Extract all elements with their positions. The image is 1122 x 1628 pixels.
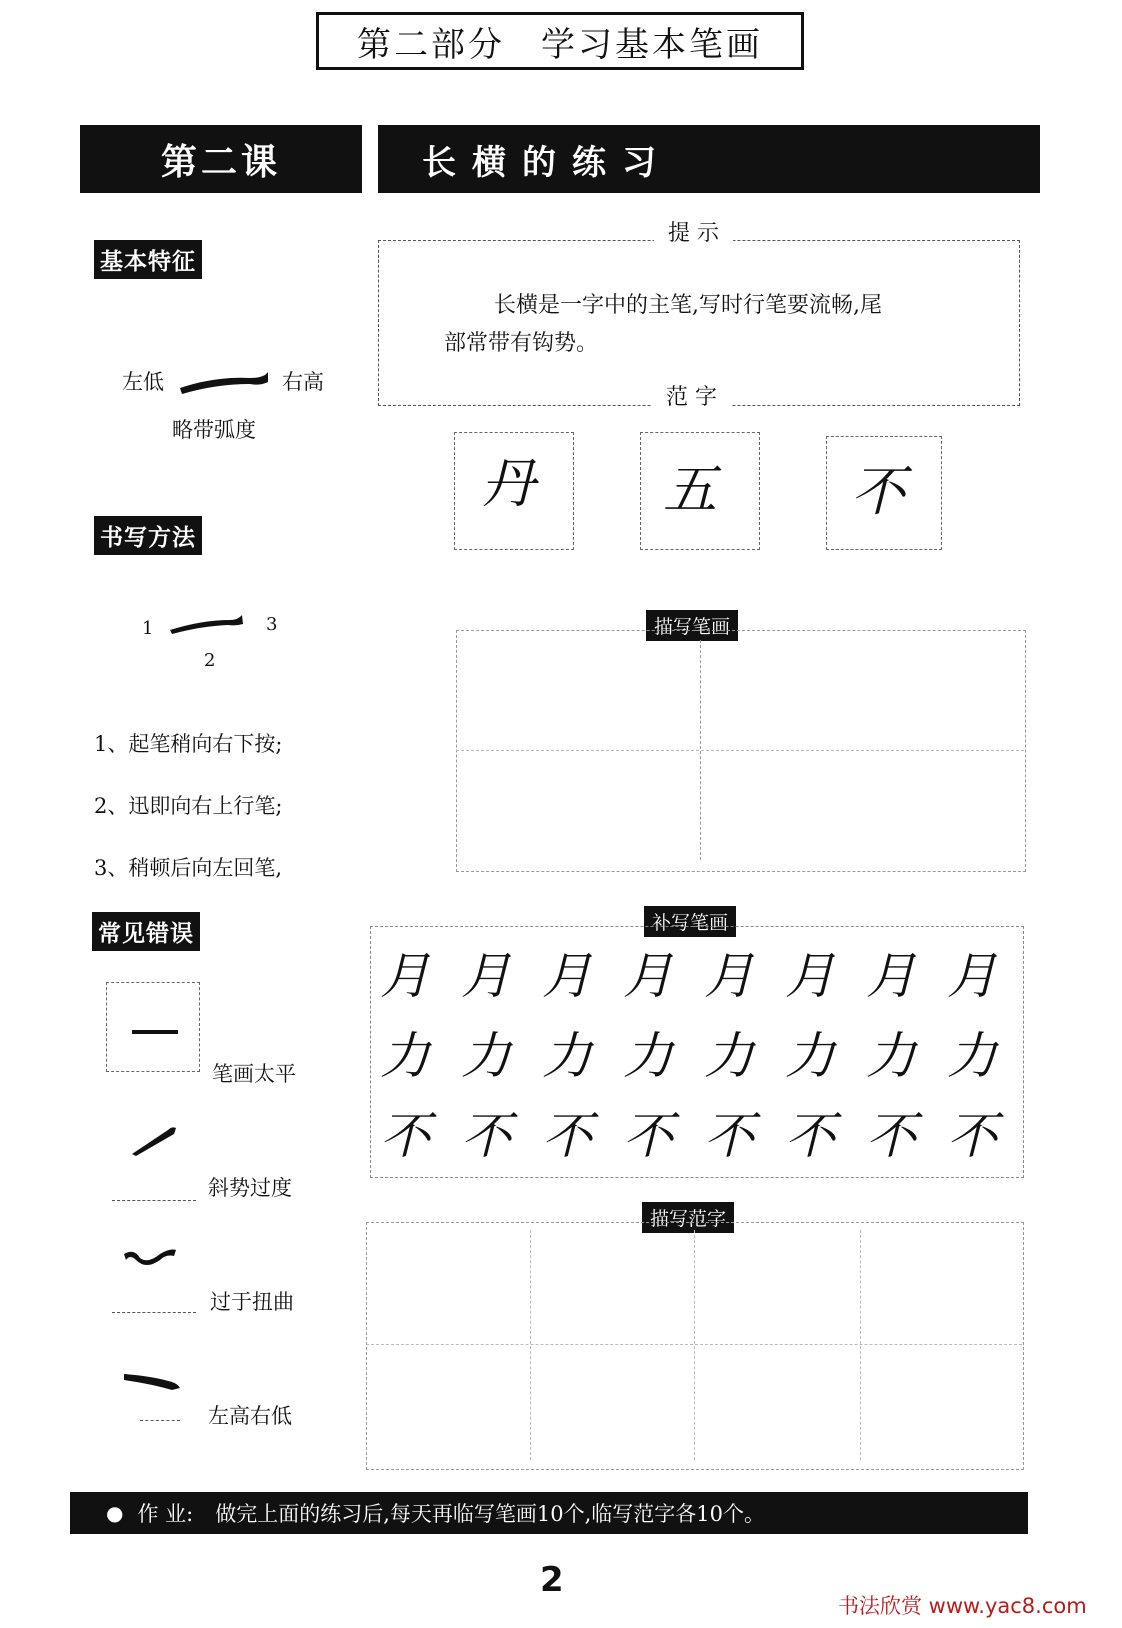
step-1-text: 1、起笔稍向右下按;: [94, 732, 283, 756]
tips-text-line2: 部常带有钩势。: [444, 331, 599, 356]
practice-cell: [777, 1010, 857, 1090]
practice-char: 月: [542, 947, 592, 1005]
practice-cell: [453, 1010, 533, 1090]
fill-strokes-tag: 补写笔画: [644, 906, 736, 937]
trace-chars-tag: 描写范字: [642, 1202, 734, 1233]
practice-cell: [453, 930, 533, 1010]
practice-cell: [534, 1010, 614, 1090]
practice-char: 力: [785, 1027, 835, 1085]
dash-line: [112, 1200, 196, 1201]
homework-label: 作 业:: [137, 1502, 194, 1526]
grid-divider: [860, 1230, 861, 1460]
long-horizontal-stroke-icon: [176, 366, 272, 396]
practice-char: 力: [623, 1027, 673, 1085]
error-3: 过于扭曲: [210, 1290, 294, 1314]
practice-cell: [372, 1090, 452, 1170]
practice-char: 不: [785, 1107, 835, 1165]
left-low-label: 左低: [122, 370, 164, 394]
example-char-box: [826, 436, 942, 550]
left-high-stroke-icon: [122, 1370, 182, 1396]
practice-cell: [939, 1090, 1019, 1170]
practice-cell: [858, 1010, 938, 1090]
examples-label: 范 字: [652, 380, 731, 411]
error-2: 斜势过度: [208, 1176, 292, 1200]
tips-text-line1: 长横是一字中的主笔,写时行笔要流畅,尾: [494, 293, 882, 318]
practice-cell: [615, 1090, 695, 1170]
homework-text: 做完上面的练习后,每天再临写笔画10个,临写范字各10个。: [215, 1502, 766, 1526]
practice-char: 不: [704, 1107, 754, 1165]
practice-char: 不: [380, 1107, 430, 1165]
part-title-box: [316, 12, 804, 70]
lesson-number: 第二课: [80, 125, 362, 193]
step-label-1: 1: [142, 618, 154, 639]
practice-cell: [696, 1010, 776, 1090]
page-number: 2: [540, 1560, 564, 1600]
twisted-stroke-icon: [120, 1240, 180, 1270]
practice-char: 月: [623, 947, 673, 1005]
features-tag: 基本特征: [94, 240, 202, 279]
part-title: 学习基本笔画: [541, 24, 763, 65]
step-label-3: 3: [266, 614, 278, 635]
practice-char: 月: [380, 947, 430, 1005]
trace-strokes-area: [456, 630, 1026, 872]
practice-cell: [939, 1010, 1019, 1090]
practice-cell: [372, 930, 452, 1010]
practice-char: 力: [866, 1027, 916, 1085]
practice-cell: [534, 930, 614, 1010]
part-label: 第二部分: [357, 24, 505, 65]
practice-cell: [696, 930, 776, 1010]
practice-char: 力: [542, 1027, 592, 1085]
tips-label: 提 示: [654, 216, 733, 247]
practice-char: 力: [380, 1027, 430, 1085]
steep-stroke-icon: [128, 1122, 180, 1158]
practice-char: 月: [785, 947, 835, 1005]
grid-divider: [456, 750, 1024, 751]
practice-char: 不: [623, 1107, 673, 1165]
error-example-box: [106, 982, 200, 1072]
step-3-text: 3、稍顿后向左回笔,: [94, 856, 283, 880]
practice-char: 不: [461, 1107, 511, 1165]
flat-stroke-icon: [132, 1030, 178, 1034]
practice-cell: [858, 930, 938, 1010]
error-1: 笔画太平: [212, 1062, 296, 1086]
error-4: 左高右低: [208, 1404, 292, 1428]
homework-bar: [70, 1492, 1028, 1534]
lesson-title: 长横的练习: [378, 125, 1040, 193]
practice-cell: [696, 1090, 776, 1170]
example-char: 五: [663, 458, 717, 521]
practice-char: 月: [461, 947, 511, 1005]
practice-char: 不: [542, 1107, 592, 1165]
trace-chars-area: [366, 1222, 1024, 1470]
errors-tag: 常见错误: [92, 912, 200, 951]
dash-line: [140, 1420, 180, 1421]
example-char-box: [454, 432, 574, 550]
practice-char: 月: [866, 947, 916, 1005]
grid-divider: [530, 1230, 531, 1460]
practice-cell: [777, 930, 857, 1010]
stroke-direction-icon: [168, 612, 248, 636]
practice-char: 力: [704, 1027, 754, 1085]
practice-char: 月: [947, 947, 997, 1005]
bullet-icon: ●: [106, 1501, 124, 1525]
practice-char: 不: [866, 1107, 916, 1165]
practice-char: 月: [704, 947, 754, 1005]
practice-cell: [615, 1010, 695, 1090]
example-char: 不: [851, 460, 905, 523]
method-tag: 书写方法: [94, 516, 202, 555]
practice-cell: [372, 1010, 452, 1090]
practice-cell: [534, 1090, 614, 1170]
right-high-label: 右高: [282, 370, 324, 394]
dash-line: [112, 1312, 196, 1313]
practice-cell: [453, 1090, 533, 1170]
example-char: 丹: [481, 452, 535, 515]
watermark: 书法欣赏 www.yac8.com: [838, 1594, 1087, 1618]
practice-char: 力: [947, 1027, 997, 1085]
practice-char: 不: [947, 1107, 997, 1165]
trace-strokes-tag: 描写笔画: [646, 610, 738, 641]
grid-divider: [694, 1230, 695, 1460]
arc-note: 略带弧度: [172, 418, 256, 442]
practice-cell: [939, 930, 1019, 1010]
practice-char: 力: [461, 1027, 511, 1085]
practice-cell: [615, 930, 695, 1010]
example-char-box: [640, 432, 760, 550]
grid-divider: [366, 1344, 1022, 1345]
step-2-text: 2、迅即向右上行笔;: [94, 794, 283, 818]
step-label-2: 2: [204, 650, 216, 671]
practice-cell: [777, 1090, 857, 1170]
practice-cell: [858, 1090, 938, 1170]
